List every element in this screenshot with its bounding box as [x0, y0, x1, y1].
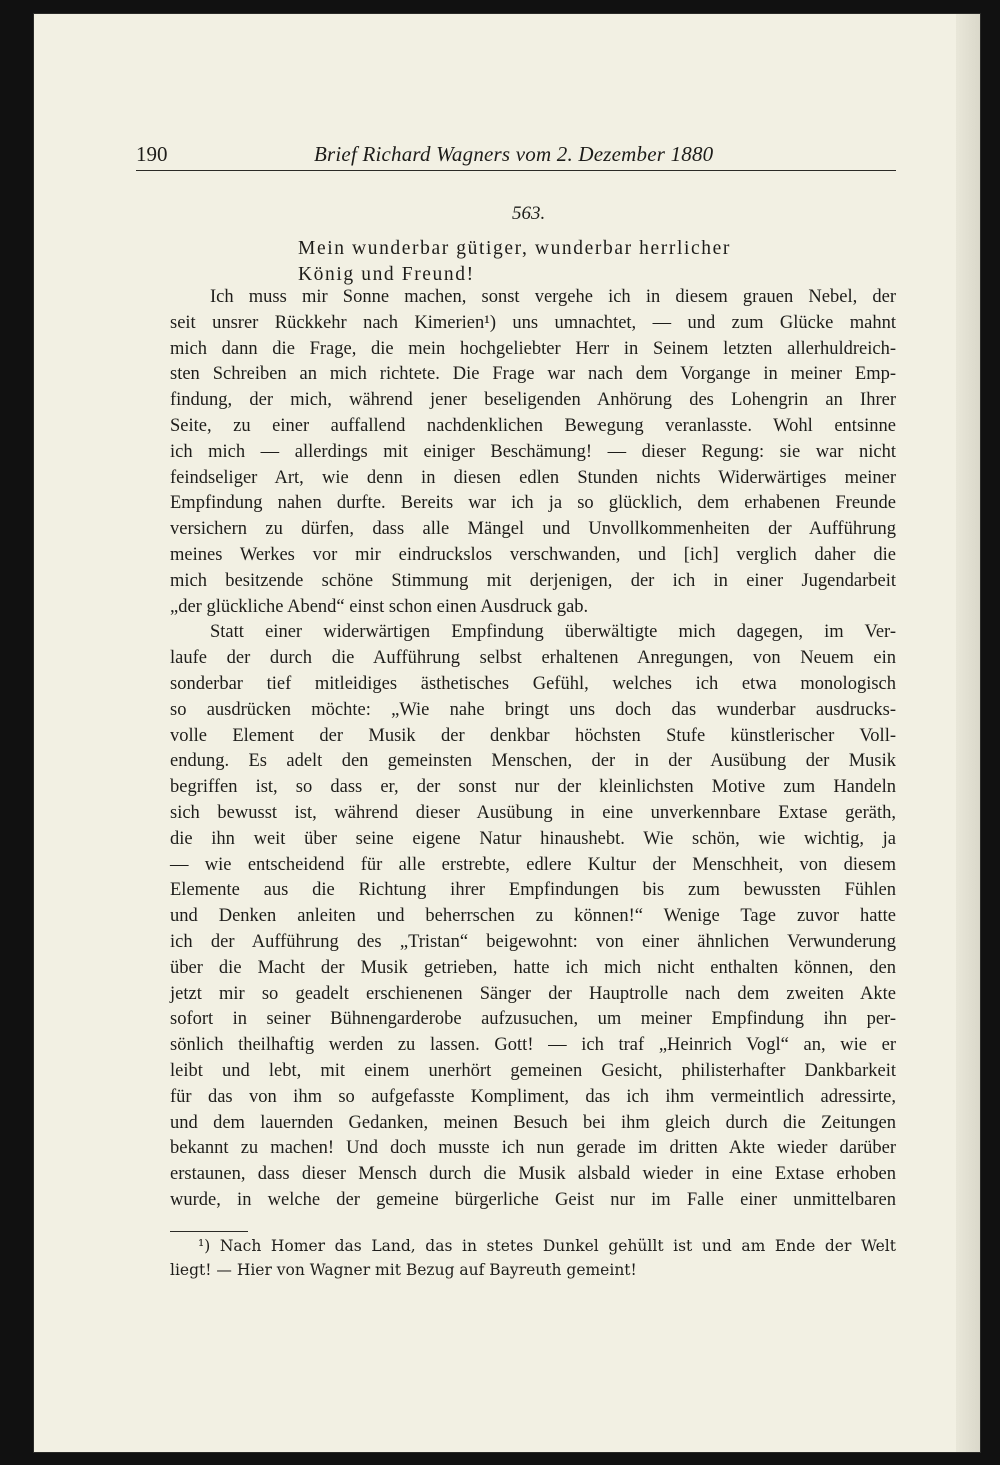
text-line: Seite, zu einer auffallend nachdenklichen Bewegung veranlasste. Wohl entsinne [170, 415, 896, 436]
text-line: sten Schreiben an mich richtete. Die Frage war nach dem Vorgange in meiner Emp- [170, 364, 896, 385]
text-line: feindseliger Art, wie denn in diesen edlen Stunden nichts Widerwärtiges meiner [170, 467, 896, 488]
text-line: endung. Es adelt den gemeinsten Menschen, der in der Ausübung der Musik [170, 751, 896, 772]
text-line: wurde, in welche der gemeine bürgerliche Geist nur im Falle einer unmittelbaren [170, 1189, 896, 1210]
text-line: leibt und lebt, mit einem unerhört gemeinen Gesicht, philisterhafter Dankbarkeit [170, 1060, 896, 1081]
salutation-line: König und Freund! [298, 264, 475, 285]
text-line: findung, der mich, während jener beseligenden Anhörung des Lohengrin an Ihrer [170, 390, 896, 411]
text-line: Elemente aus die Richtung ihrer Empfindungen bis zum bewussten Fühlen [170, 880, 896, 901]
text-line: und Denken anleiten und beherrschen zu können!“ Wenige Tage zuvor hatte [170, 906, 896, 927]
text-line: bekannt zu machen! Und doch musste ich nun gerade im dritten Akte wieder darüber [170, 1138, 896, 1159]
text-line: sich bewusst ist, während dieser Ausübung in eine unverkennbare Extase geräth, [170, 802, 896, 823]
text-line: Empfindung nahen durfte. Bereits war ich ja so glücklich, dem erhabenen Freunde [170, 493, 896, 514]
text-line: versichern zu dürfen, dass alle Mängel und Unvollkommenheiten der Aufführung [170, 519, 896, 540]
running-title: Brief Richard Wagners vom 2. Dezember 1880 [314, 142, 714, 166]
text-line: ich der Aufführung des „Tristan“ beigewohnt: von einer ähnlichen Verwunderung [170, 931, 896, 952]
text-line: ich mich — allerdings mit einiger Beschämung! — dieser Regung: sie war nicht [170, 441, 896, 462]
text-line: begriffen ist, so dass er, der sonst nur der kleinlichsten Motive zum Handeln [170, 777, 896, 798]
footnote-line: liegt! — Hier von Wagner mit Bezug auf Bayreuth gemeint! [170, 1261, 637, 1279]
text-line: erstaunen, dass dieser Mensch durch die Musik alsbald wieder in eine Extase erhoben [170, 1164, 896, 1185]
text-line: für das von ihm so aufgefasste Kompliment, das ich ihm vermeintlich adressirte, [170, 1086, 896, 1107]
text-line: jetzt mir so geadelt erschienenen Sänger der Hauptrolle nach dem zweiten Akte [170, 983, 896, 1004]
text-line: sonderbar tief mitleidiges ästhetisches Gefühl, welches ich etwa monologisch [170, 673, 896, 694]
page-number: 190 [136, 142, 168, 166]
text-line: mich dann die Frage, die mein hochgeliebter Herr in Seinem letzten allerhuldreich- [170, 338, 896, 359]
text-line: „der glückliche Abend“ einst schon einen Ausdruck gab. [170, 596, 589, 617]
text-line: so ausdrücken möchte: „Wie nahe bringt uns doch das wunderbar ausdrucks- [170, 699, 896, 720]
text-line: volle Element der Musik der denkbar höchsten Stufe künstlerischer Voll- [170, 725, 896, 746]
text-line: Ich muss mir Sonne machen, sonst vergehe ich in diesem grauen Nebel, der [210, 287, 896, 307]
page-edge-shadow [956, 14, 980, 1452]
text-line: — wie entscheidend für alle erstrebte, edlere Kultur der Menschheit, von diesem [170, 854, 896, 875]
text-line: meines Werkes vor mir eindruckslos verschwanden, und [ich] verglich daher die [170, 544, 896, 565]
footnotes [170, 1234, 896, 1282]
text-line: laufe der durch die Aufführung selbst erhaltenen Anregungen, von Neuem ein [170, 648, 896, 669]
text-line: über die Macht der Musik getrieben, hatte ich mich nicht enthalten können, den [170, 957, 896, 978]
text-line: mich besitzende schöne Stimmung mit derjenigen, der ich in einer Jugendarbeit [170, 570, 896, 591]
text-line: und dem lauernden Gedanken, meinen Besuch bei ihm gleich durch die Zeitungen [170, 1112, 896, 1133]
text-line: sönlich theilhaftig werden zu lassen. Gott! — ich traf „Heinrich Vogl“ an, wie er [170, 1035, 896, 1056]
letter-number: 563. [512, 203, 546, 224]
footnote-rule [170, 1231, 248, 1232]
running-header [136, 140, 896, 171]
text-line: seit unsrer Rückkehr nach Kimerien¹) uns umnachtet, — und zum Glücke mahnt [170, 312, 896, 333]
salutation-line: Mein wunderbar gütiger, wunderbar herrlicher [298, 238, 731, 259]
salutation [298, 236, 731, 288]
text-line: sofort in seiner Bühnengarderobe aufzusuchen, um meiner Empfindung ihn per- [170, 1009, 896, 1030]
text-line: die ihn weit über seine eigene Natur hinaushebt. Wie schön, wie wichtig, ja [170, 828, 896, 849]
text-line: Statt einer widerwärtigen Empfindung überwältigte mich dagegen, im Ver- [210, 622, 896, 643]
letter-body [170, 285, 896, 1214]
footnote-line: ¹) Nach Homer das Land, das in stetes Dunkel gehüllt ist und am Ende der Welt [198, 1237, 896, 1255]
